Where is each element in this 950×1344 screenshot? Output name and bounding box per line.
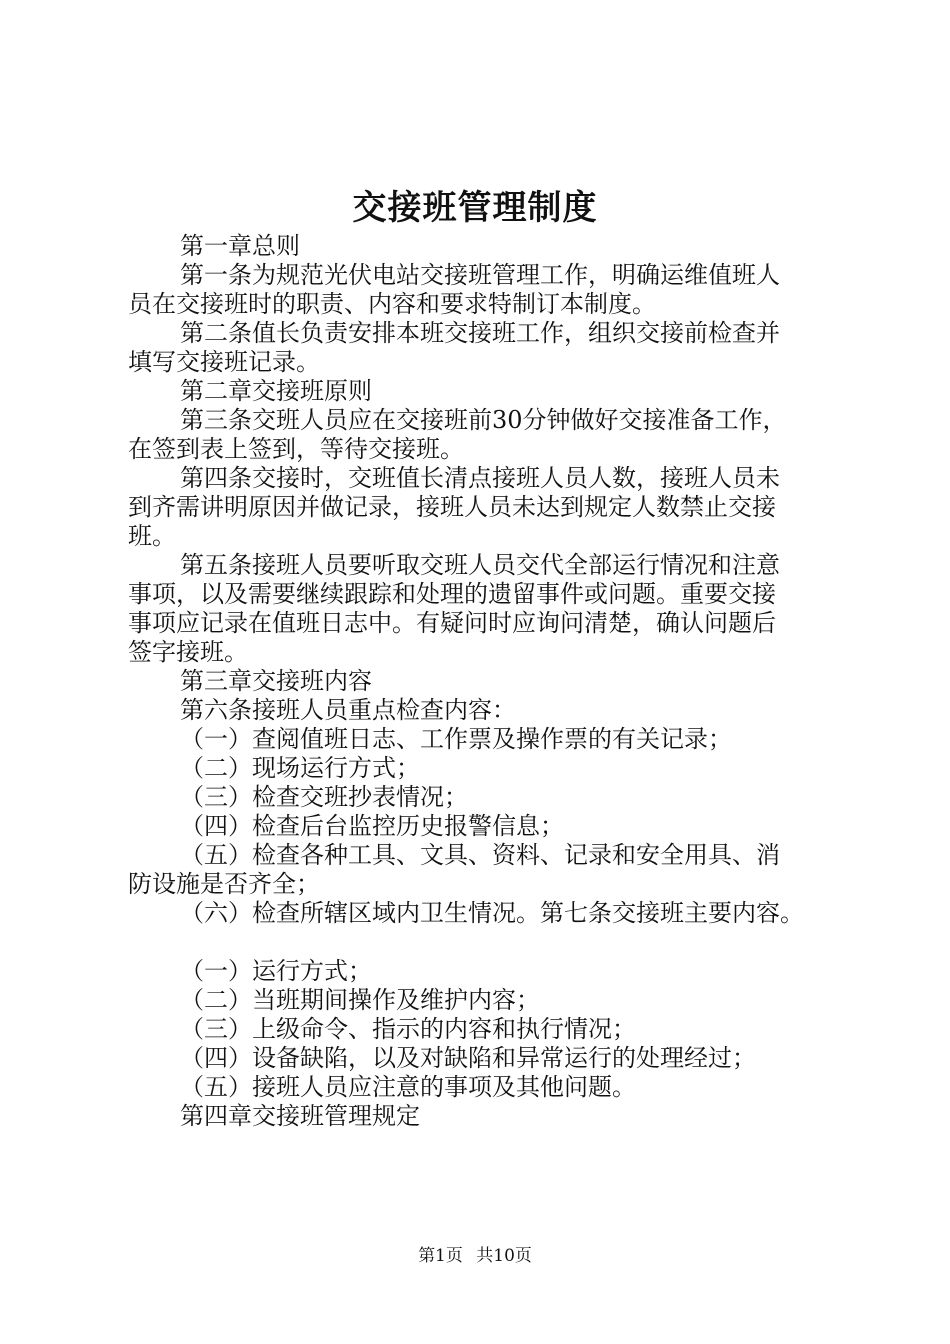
page-total: 共10页 — [476, 1246, 532, 1266]
list-item: （三）检查交班抄表情况； — [180, 783, 468, 811]
chapter-heading: 第四章交接班管理规定 — [180, 1102, 420, 1130]
document-title: 交接班管理制度 — [352, 188, 598, 228]
chapter-heading: 第二章交接班原则 — [180, 377, 372, 405]
list-item: （四）检查后台监控历史报警信息； — [180, 812, 564, 840]
article-line: 在签到表上签到，等待交接班。 — [128, 435, 464, 463]
article-line: 第三条交班人员应在交接班前30分钟做好交接准备工作， — [180, 406, 787, 434]
list-item: （五）接班人员应注意的事项及其他问题。 — [180, 1073, 636, 1101]
article-line: 第二条值长负责安排本班交接班工作，组织交接前检查并 — [180, 319, 780, 347]
article-line: 班。 — [128, 522, 176, 550]
paragraph-gap — [128, 928, 840, 957]
list-item: （六）检查所辖区域内卫生情况。第七条交接班主要内容。 — [180, 899, 804, 927]
article-line: 签字接班。 — [128, 638, 248, 666]
document-body — [128, 232, 840, 1131]
article-line: 第四条交接时，交班值长清点接班人员人数，接班人员未 — [180, 464, 780, 492]
article-line: 员在交接班时的职责、内容和要求特制订本制度。 — [128, 290, 656, 318]
chapter-heading: 第一章总则 — [180, 232, 300, 260]
list-item: （三）上级命令、指示的内容和执行情况； — [180, 1015, 636, 1043]
list-item-continuation: 防设施是否齐全； — [128, 870, 320, 898]
list-item: （一）运行方式； — [180, 957, 372, 985]
list-item: （一）查阅值班日志、工作票及操作票的有关记录； — [180, 725, 732, 753]
article-line: 事项，以及需要继续跟踪和处理的遗留事件或问题。重要交接 — [128, 580, 776, 608]
article-line: 填写交接班记录。 — [128, 348, 320, 376]
article-line: 事项应记录在值班日志中。有疑问时应询问清楚，确认问题后 — [128, 609, 776, 637]
article-line: 第五条接班人员要听取交班人员交代全部运行情况和注意 — [180, 551, 780, 579]
page-footer — [0, 1244, 950, 1268]
article-line: 到齐需讲明原因并做记录，接班人员未达到规定人数禁止交接 — [128, 493, 776, 521]
list-item: （二）现场运行方式； — [180, 754, 420, 782]
page-number: 第1页 — [418, 1246, 463, 1266]
article-line: 第一条为规范光伏电站交接班管理工作，明确运维值班人 — [180, 261, 780, 289]
chapter-heading: 第三章交接班内容 — [180, 667, 372, 695]
list-item: （四）设备缺陷，以及对缺陷和异常运行的处理经过； — [180, 1044, 756, 1072]
list-item: （五）检查各种工具、文具、资料、记录和安全用具、消 — [180, 841, 780, 869]
article-line: 第六条接班人员重点检查内容： — [180, 696, 516, 724]
list-item: （二）当班期间操作及维护内容； — [180, 986, 540, 1014]
